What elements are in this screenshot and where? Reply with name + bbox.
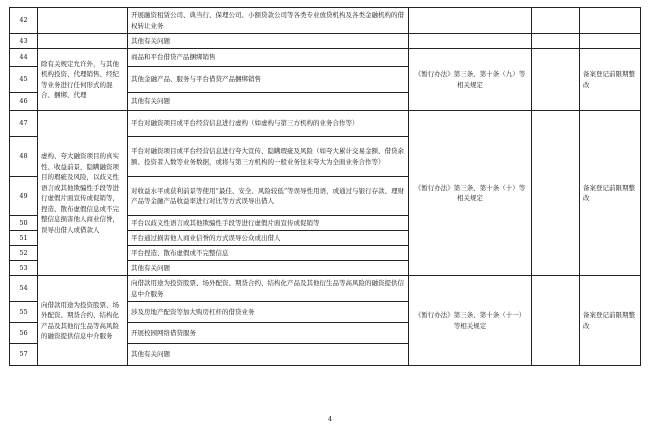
- row-number: 42: [10, 8, 38, 34]
- table-row: [10, 34, 641, 49]
- remark-cell: 备案登记前限期整改: [580, 276, 641, 366]
- basis-cell: 《暂行办法》第三条、第十条（九）等相关规定: [409, 49, 532, 111]
- row-number: 51: [10, 231, 38, 246]
- row-number: 46: [10, 93, 38, 111]
- row-number: 57: [10, 344, 38, 366]
- category-cell: 向借款用途为投资股票、场外配资、期货合约、结构化产品及其他衍生品等高风险的融资提供信息中介服务: [38, 276, 128, 366]
- issue-cell: 平台以歧义性语言或其他欺骗性手段等进行虚假片面宣传或促销等: [128, 216, 409, 231]
- blank-cell: [532, 34, 580, 49]
- issue-cell: 涉及房地产配资等加大购房杠杆的借贷业务: [128, 302, 409, 323]
- remark-cell: 备案登记前限期整改: [580, 49, 641, 111]
- row-number: 49: [10, 177, 38, 216]
- blank-cell: [532, 111, 580, 276]
- category-cell: 除有关规定允许外，与其他机构投资、代理销售、经纪等业务进行任何形式的混合、捆绑、代理: [38, 49, 128, 111]
- row-number: 56: [10, 323, 38, 344]
- remark-cell: 备案登记前限期整改: [580, 111, 641, 276]
- table-row: [10, 111, 641, 137]
- issue-cell: 商品和平台借贷产品捆绑销售: [128, 49, 409, 67]
- table-row: [10, 276, 641, 302]
- row-number: 44: [10, 49, 38, 67]
- row-number: 43: [10, 34, 38, 49]
- category-cell: [38, 8, 128, 34]
- issue-cell: 开展校园网络借贷服务: [128, 323, 409, 344]
- remark-cell: [580, 8, 641, 34]
- basis-cell: [409, 8, 532, 34]
- issue-cell: 向借款用途为投资股票、场外配资、期货合约、结构化产品及其他衍生品等高风险的融资提供信息中介服务: [128, 276, 409, 302]
- remark-cell: [580, 34, 641, 49]
- issue-cell: 平台对融资项目或平台经营信息进行夸大宣传、隐瞒瑕疵及风险（如夸大累计交易金额、借贷余额、投资者人数等业务数据，或将与第三方机构的一般业务往来夸大为全面业务合作等）: [128, 137, 409, 177]
- regulation-table: [9, 7, 641, 366]
- issue-cell: 其他有关问题: [128, 34, 409, 49]
- table-row: [10, 49, 641, 67]
- row-number: 53: [10, 261, 38, 276]
- row-number: 48: [10, 137, 38, 177]
- issue-cell: 平台对融资项目或平台经营信息进行虚构（如虚构与第三方机构的业务合作等）: [128, 111, 409, 137]
- row-number: 55: [10, 302, 38, 323]
- issue-cell: 平台通过损害他人商业信誉的方式误导公众或出借人: [128, 231, 409, 246]
- category-cell: [38, 34, 128, 49]
- category-cell: 虚构、夸大融资项目的真实性、收益前景，隐瞒融资项目的瑕疵及风险，以歧义性语言或其他欺骗性手段等进行虚假片面宣传或促销等，捏造、散布虚假信息或不完整信息损害他人商业信誉，误导出借人或借款人: [38, 111, 128, 276]
- issue-cell: 开展融资租赁公司、典当行、保理公司、小额贷款公司等各类专业放贷机构及各类金融机构的借权转让业务: [128, 8, 409, 34]
- blank-cell: [532, 49, 580, 111]
- issue-cell: 其他有关问题: [128, 93, 409, 111]
- issue-cell: 其他金融产品、服务与平台借贷产品捆绑销售: [128, 67, 409, 93]
- issue-cell: 对收益水平或获利前景等使用“最佳、安全、风险较低”等误导性用语，或通过与银行存款、理财产品等金融产品收益率进行对比等方式误导出借人: [128, 177, 409, 216]
- row-number: 54: [10, 276, 38, 302]
- basis-cell: 《暂行办法》第三条、第十条（十）等相关规定: [409, 111, 532, 276]
- table-row: [10, 8, 641, 34]
- page-number: 4: [327, 415, 333, 423]
- row-number: 45: [10, 67, 38, 93]
- issue-cell: 平台捏造、散布虚假或不完整信息: [128, 246, 409, 261]
- blank-cell: [532, 276, 580, 366]
- issue-cell: 其他有关问题: [128, 344, 409, 366]
- basis-cell: [409, 34, 532, 49]
- basis-cell: 《暂行办法》第三条、第十条（十一）等相关规定: [409, 276, 532, 366]
- row-number: 47: [10, 111, 38, 137]
- issue-cell: 其他有关问题: [128, 261, 409, 276]
- blank-cell: [532, 8, 580, 34]
- row-number: 50: [10, 216, 38, 231]
- row-number: 52: [10, 246, 38, 261]
